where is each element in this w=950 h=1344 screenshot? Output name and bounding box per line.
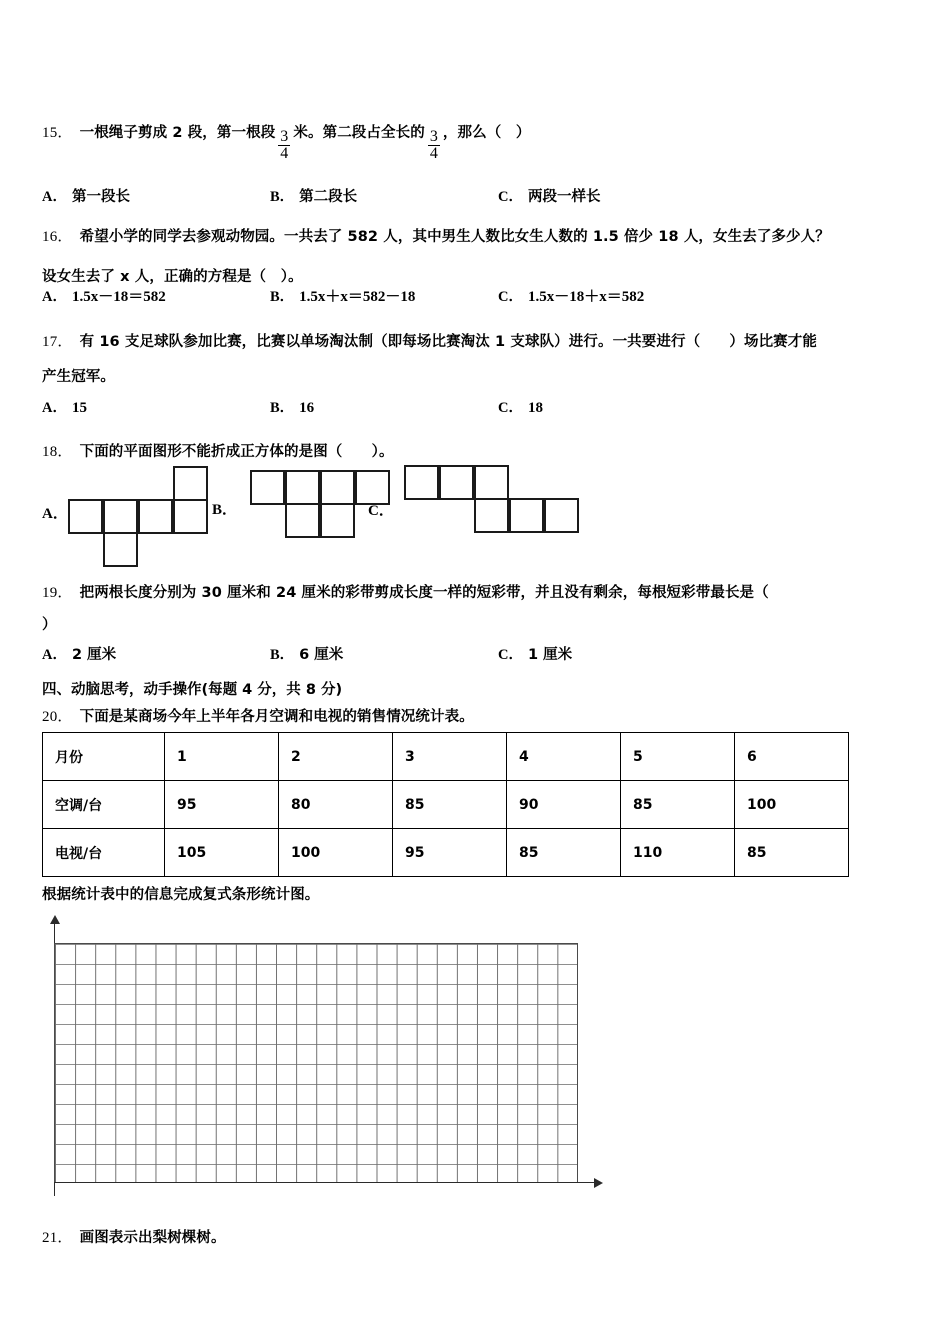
table-cell-month-2: 2 — [279, 733, 393, 781]
net-cell — [103, 532, 138, 567]
net-cell — [439, 465, 474, 500]
q15-option-b-text: 第二段长 — [299, 189, 358, 205]
table-cell-month-5: 5 — [621, 733, 735, 781]
net-cell — [173, 466, 208, 501]
question-15 — [42, 118, 531, 164]
table-cell-aircon-2: 80 — [279, 781, 393, 829]
net-cell — [173, 499, 208, 534]
question-21-line-1: 画图表示出梨树棵树。 — [79, 1230, 226, 1246]
net-cell — [509, 498, 544, 533]
fraction-three-quarters-2 — [428, 129, 440, 163]
net-cell — [285, 470, 320, 505]
q17-option-c[interactable] — [498, 396, 543, 417]
question-16 — [42, 222, 830, 252]
question-18-line-1: 下面的平面图形不能折成正方体的是图（ ）。 — [79, 444, 394, 460]
net-cell — [544, 498, 579, 533]
q15-option-a[interactable] — [42, 185, 130, 206]
table-cell-tv-2: 100 — [279, 829, 393, 877]
table-cell-month-1: 1 — [165, 733, 279, 781]
q16-option-a[interactable] — [42, 285, 166, 306]
fraction-three-quarters-1 — [278, 129, 290, 163]
table-row-tv — [43, 829, 849, 877]
question-18-number: 18． — [42, 444, 73, 460]
question-21-number: 21． — [42, 1230, 73, 1246]
q17-option-c-label: C． — [498, 400, 523, 416]
table-cell-aircon-1: 95 — [165, 781, 279, 829]
q19-option-c-label: C． — [498, 647, 523, 663]
table-cell-month-3: 3 — [393, 733, 507, 781]
chart-instruction-text: 根据统计表中的信息完成复式条形统计图。 — [42, 887, 320, 903]
q15-option-a-label: A． — [42, 189, 67, 205]
q15-option-b[interactable] — [270, 185, 357, 206]
question-16-options — [42, 285, 922, 311]
q15-option-c-label: C． — [498, 189, 523, 205]
q15-option-c[interactable] — [498, 185, 600, 206]
table-cell-month-4: 4 — [507, 733, 621, 781]
table-header-month: 月份 — [43, 733, 165, 781]
blank-bar-chart-area[interactable] — [42, 910, 622, 1200]
fraction-denominator: 4 — [429, 144, 438, 162]
q17-option-c-text: 18 — [527, 400, 543, 416]
question-19-options — [42, 643, 922, 669]
cube-net-c-group — [368, 465, 558, 557]
q19-option-a-text: 2 厘米 — [71, 647, 117, 663]
question-19-line-1: 把两根长度分别为 30 厘米和 24 厘米的彩带剪成长度一样的短彩带，并且没有剩余，每根短彩带最长是（ — [79, 585, 769, 601]
q19-option-a-label: A． — [42, 647, 67, 663]
q17-option-b-text: 16 — [299, 400, 315, 416]
chart-grid[interactable] — [54, 943, 578, 1183]
question-15-options — [42, 185, 922, 211]
q15-part-1: 一根绳子剪成 2 段，第一根段 — [79, 125, 276, 141]
q15-part-2: 米。第二段占全长的 — [293, 125, 425, 141]
cube-net-c-label: C． — [368, 503, 394, 519]
table-cell-tv-3: 95 — [393, 829, 507, 877]
table-row-aircon — [43, 781, 849, 829]
fraction-numerator: 3 — [280, 127, 289, 145]
question-17-line-2: 产生冠军。 — [42, 369, 115, 385]
table-cell-aircon-6: 100 — [735, 781, 849, 829]
q15-option-c-text: 两段一样长 — [527, 189, 601, 205]
q19-option-a[interactable] — [42, 643, 116, 664]
question-21 — [42, 1223, 226, 1253]
q16-option-c[interactable] — [498, 285, 644, 306]
q17-option-a[interactable] — [42, 396, 87, 417]
fraction-denominator: 4 — [280, 144, 289, 162]
table-cell-month-6: 6 — [735, 733, 849, 781]
table-cell-tv-5: 110 — [621, 829, 735, 877]
q15-option-a-text: 第一段长 — [71, 189, 130, 205]
question-17-continued — [42, 362, 115, 392]
question-20 — [42, 702, 474, 732]
question-17-number: 17． — [42, 334, 73, 350]
question-15-number: 15． — [42, 125, 73, 141]
net-cell — [320, 470, 355, 505]
table-row-months — [43, 733, 849, 781]
net-cell — [285, 503, 320, 538]
question-19-continued — [42, 610, 57, 640]
q19-option-b-label: B． — [270, 647, 295, 663]
question-20-line-1: 下面是某商场今年上半年各月空调和电视的销售情况统计表。 — [79, 709, 474, 725]
net-cell — [474, 498, 509, 533]
question-15-text — [80, 118, 531, 164]
question-16-line-1: 希望小学的同学去参观动物园。一共去了 582 人，其中男生人数比女生人数的 1.5 倍少 18 人，女生去了多少人？ — [79, 229, 830, 245]
q19-option-b[interactable] — [270, 643, 343, 664]
q16-option-b-text: 1.5x＋x＝582－18 — [299, 289, 416, 305]
net-cell — [404, 465, 439, 500]
q15-part-3: ，那么（ ） — [442, 125, 531, 141]
chart-instruction — [42, 880, 319, 910]
q16-option-b[interactable] — [270, 285, 415, 306]
cube-net-b-label: B． — [212, 502, 238, 518]
q17-option-b-label: B． — [270, 400, 295, 416]
q19-option-b-text: 6 厘米 — [299, 647, 344, 663]
question-19 — [42, 578, 769, 608]
net-cell — [320, 503, 355, 538]
table-cell-aircon-3: 85 — [393, 781, 507, 829]
chart-x-axis — [54, 1182, 599, 1183]
table-cell-tv-1: 105 — [165, 829, 279, 877]
table-cell-aircon-5: 85 — [621, 781, 735, 829]
net-cell — [474, 465, 509, 500]
q17-option-a-label: A． — [42, 400, 67, 416]
q16-option-b-label: B． — [270, 289, 295, 305]
cube-net-a-group — [42, 466, 232, 566]
fraction-numerator: 3 — [429, 127, 438, 145]
table-cell-tv-4: 85 — [507, 829, 621, 877]
q16-option-a-label: A． — [42, 289, 67, 305]
q17-option-b[interactable] — [270, 396, 314, 417]
q16-option-c-text: 1.5x－18＋x＝582 — [527, 289, 645, 305]
x-axis-arrow-icon — [594, 1178, 603, 1188]
question-17 — [42, 327, 817, 357]
net-cell — [138, 499, 173, 534]
q16-option-c-label: C． — [498, 289, 523, 305]
y-axis-arrow-icon — [50, 915, 60, 924]
net-cell — [68, 499, 103, 534]
table-header-tv: 电视/台 — [43, 829, 165, 877]
cube-net-a-label: A． — [42, 506, 68, 522]
cube-net-b-group — [212, 470, 392, 562]
question-18 — [42, 437, 394, 467]
net-cell — [103, 499, 138, 534]
table-cell-aircon-4: 90 — [507, 781, 621, 829]
sales-statistics-table — [42, 732, 849, 877]
q15-option-b-label: B． — [270, 189, 295, 205]
question-16-number: 16． — [42, 229, 73, 245]
question-16-line-2: 设女生去了 x 人，正确的方程是（ ）。 — [42, 269, 303, 285]
q19-option-c-text: 1 厘米 — [527, 647, 573, 663]
question-17-line-1: 有 16 支足球队参加比赛，比赛以单场淘汰制（即每场比赛淘汰 1 支球队）进行。一共要进行（ ）场比赛才能 — [79, 334, 817, 350]
question-20-number: 20． — [42, 709, 73, 725]
q17-option-a-text: 15 — [71, 400, 87, 416]
net-cell — [250, 470, 285, 505]
question-17-options — [42, 396, 922, 422]
section-heading-four: 四、动脑思考，动手操作(每题 4 分，共 8 分) — [42, 682, 343, 698]
q16-option-a-text: 1.5x－18＝582 — [71, 289, 166, 305]
question-19-number: 19． — [42, 585, 73, 601]
q19-option-c[interactable] — [498, 643, 572, 664]
table-header-aircon: 空调/台 — [43, 781, 165, 829]
question-19-line-2: ） — [42, 617, 57, 633]
table-cell-tv-6: 85 — [735, 829, 849, 877]
